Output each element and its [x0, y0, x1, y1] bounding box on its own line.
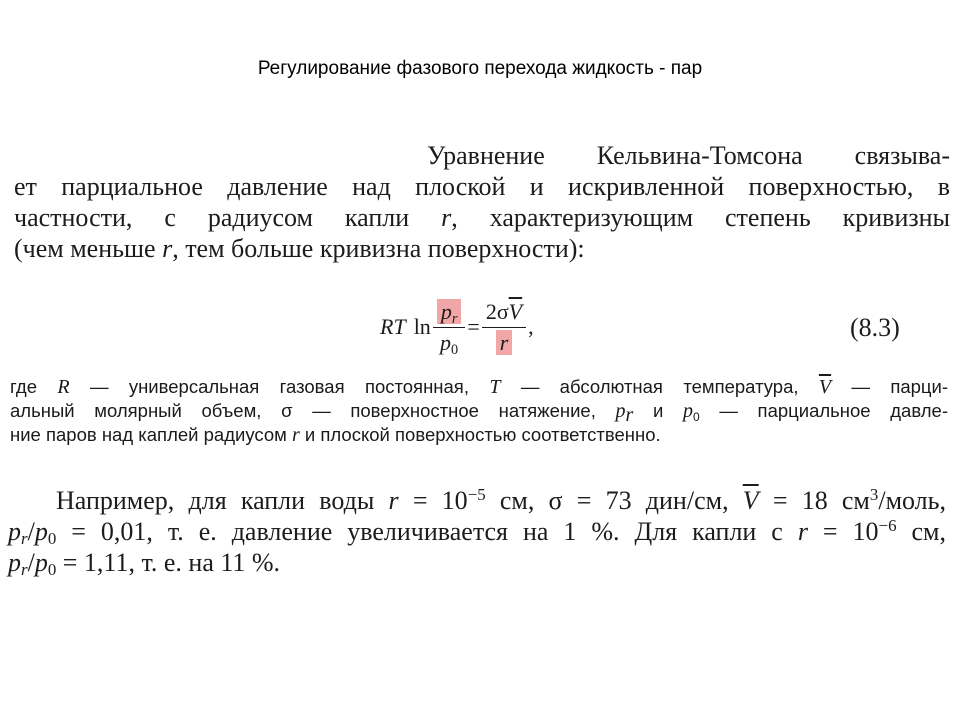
equation-lhs: RT [380, 314, 406, 339]
equation-equals: = [467, 314, 480, 339]
example-line: Например, для капли воды $r = 10^{-5}$ см, σ = 73 дин/см, $\overline{V} = 18$ $см^3$/моль, [56, 485, 947, 515]
intro-line: Уравнение Кельвина-Томсона связыва- [427, 141, 950, 170]
equation-ln: ln [413, 314, 431, 339]
slide-title: Регулирование фазового перехода жидкость - пар [257, 58, 703, 79]
kelvin-thomson-equation: RT ln $\frac{p_r}{p_0}$ = $\frac{2\sigma\overline{V}}{r}$ , [380, 298, 534, 358]
pressure-ratio-fraction: $\frac{p_r}{p_0}$ [433, 299, 466, 356]
definitions-paragraph [10, 375, 948, 447]
equation-number: (8.3) [850, 313, 900, 342]
intro-line: ет парциальное давление над плоской и искривленной поверхностью, в [14, 172, 950, 201]
curvature-fraction: $\frac{2\sigma\overline{V}}{r}$ [482, 299, 526, 356]
intro-line: частности, с радиусом капли r, характеризующим степень кривизны [14, 203, 951, 232]
example-paragraph [8, 485, 946, 578]
highlight-r: r [496, 330, 513, 355]
intro-line: (чем меньше r, тем больше кривизна поверхности): [14, 234, 585, 263]
definitions-line: альный молярный объем, σ — поверхностное натяжение, $p_r$ и $p_0$ — парциальное давле- [10, 400, 948, 426]
example-line: $p_r/p_0 = 1,11$, т. е. на 11 %. [8, 548, 281, 579]
definitions-line: ние паров над каплей радиусом r и плоской поверхностью соответственно. [10, 424, 661, 446]
highlight-pr: $p_r$ [437, 299, 462, 324]
definitions-line: где R — универсальная газовая постоянная, T — абсолютная температура, $\overline{V}$ — парци- [10, 376, 949, 398]
example-line: $p_r/p_0 = 0,01$, т. е. давление увеличивается на 1 %. Для капли с $r = 10^{-6}$ см, [8, 516, 946, 548]
intro-paragraph [14, 140, 950, 264]
